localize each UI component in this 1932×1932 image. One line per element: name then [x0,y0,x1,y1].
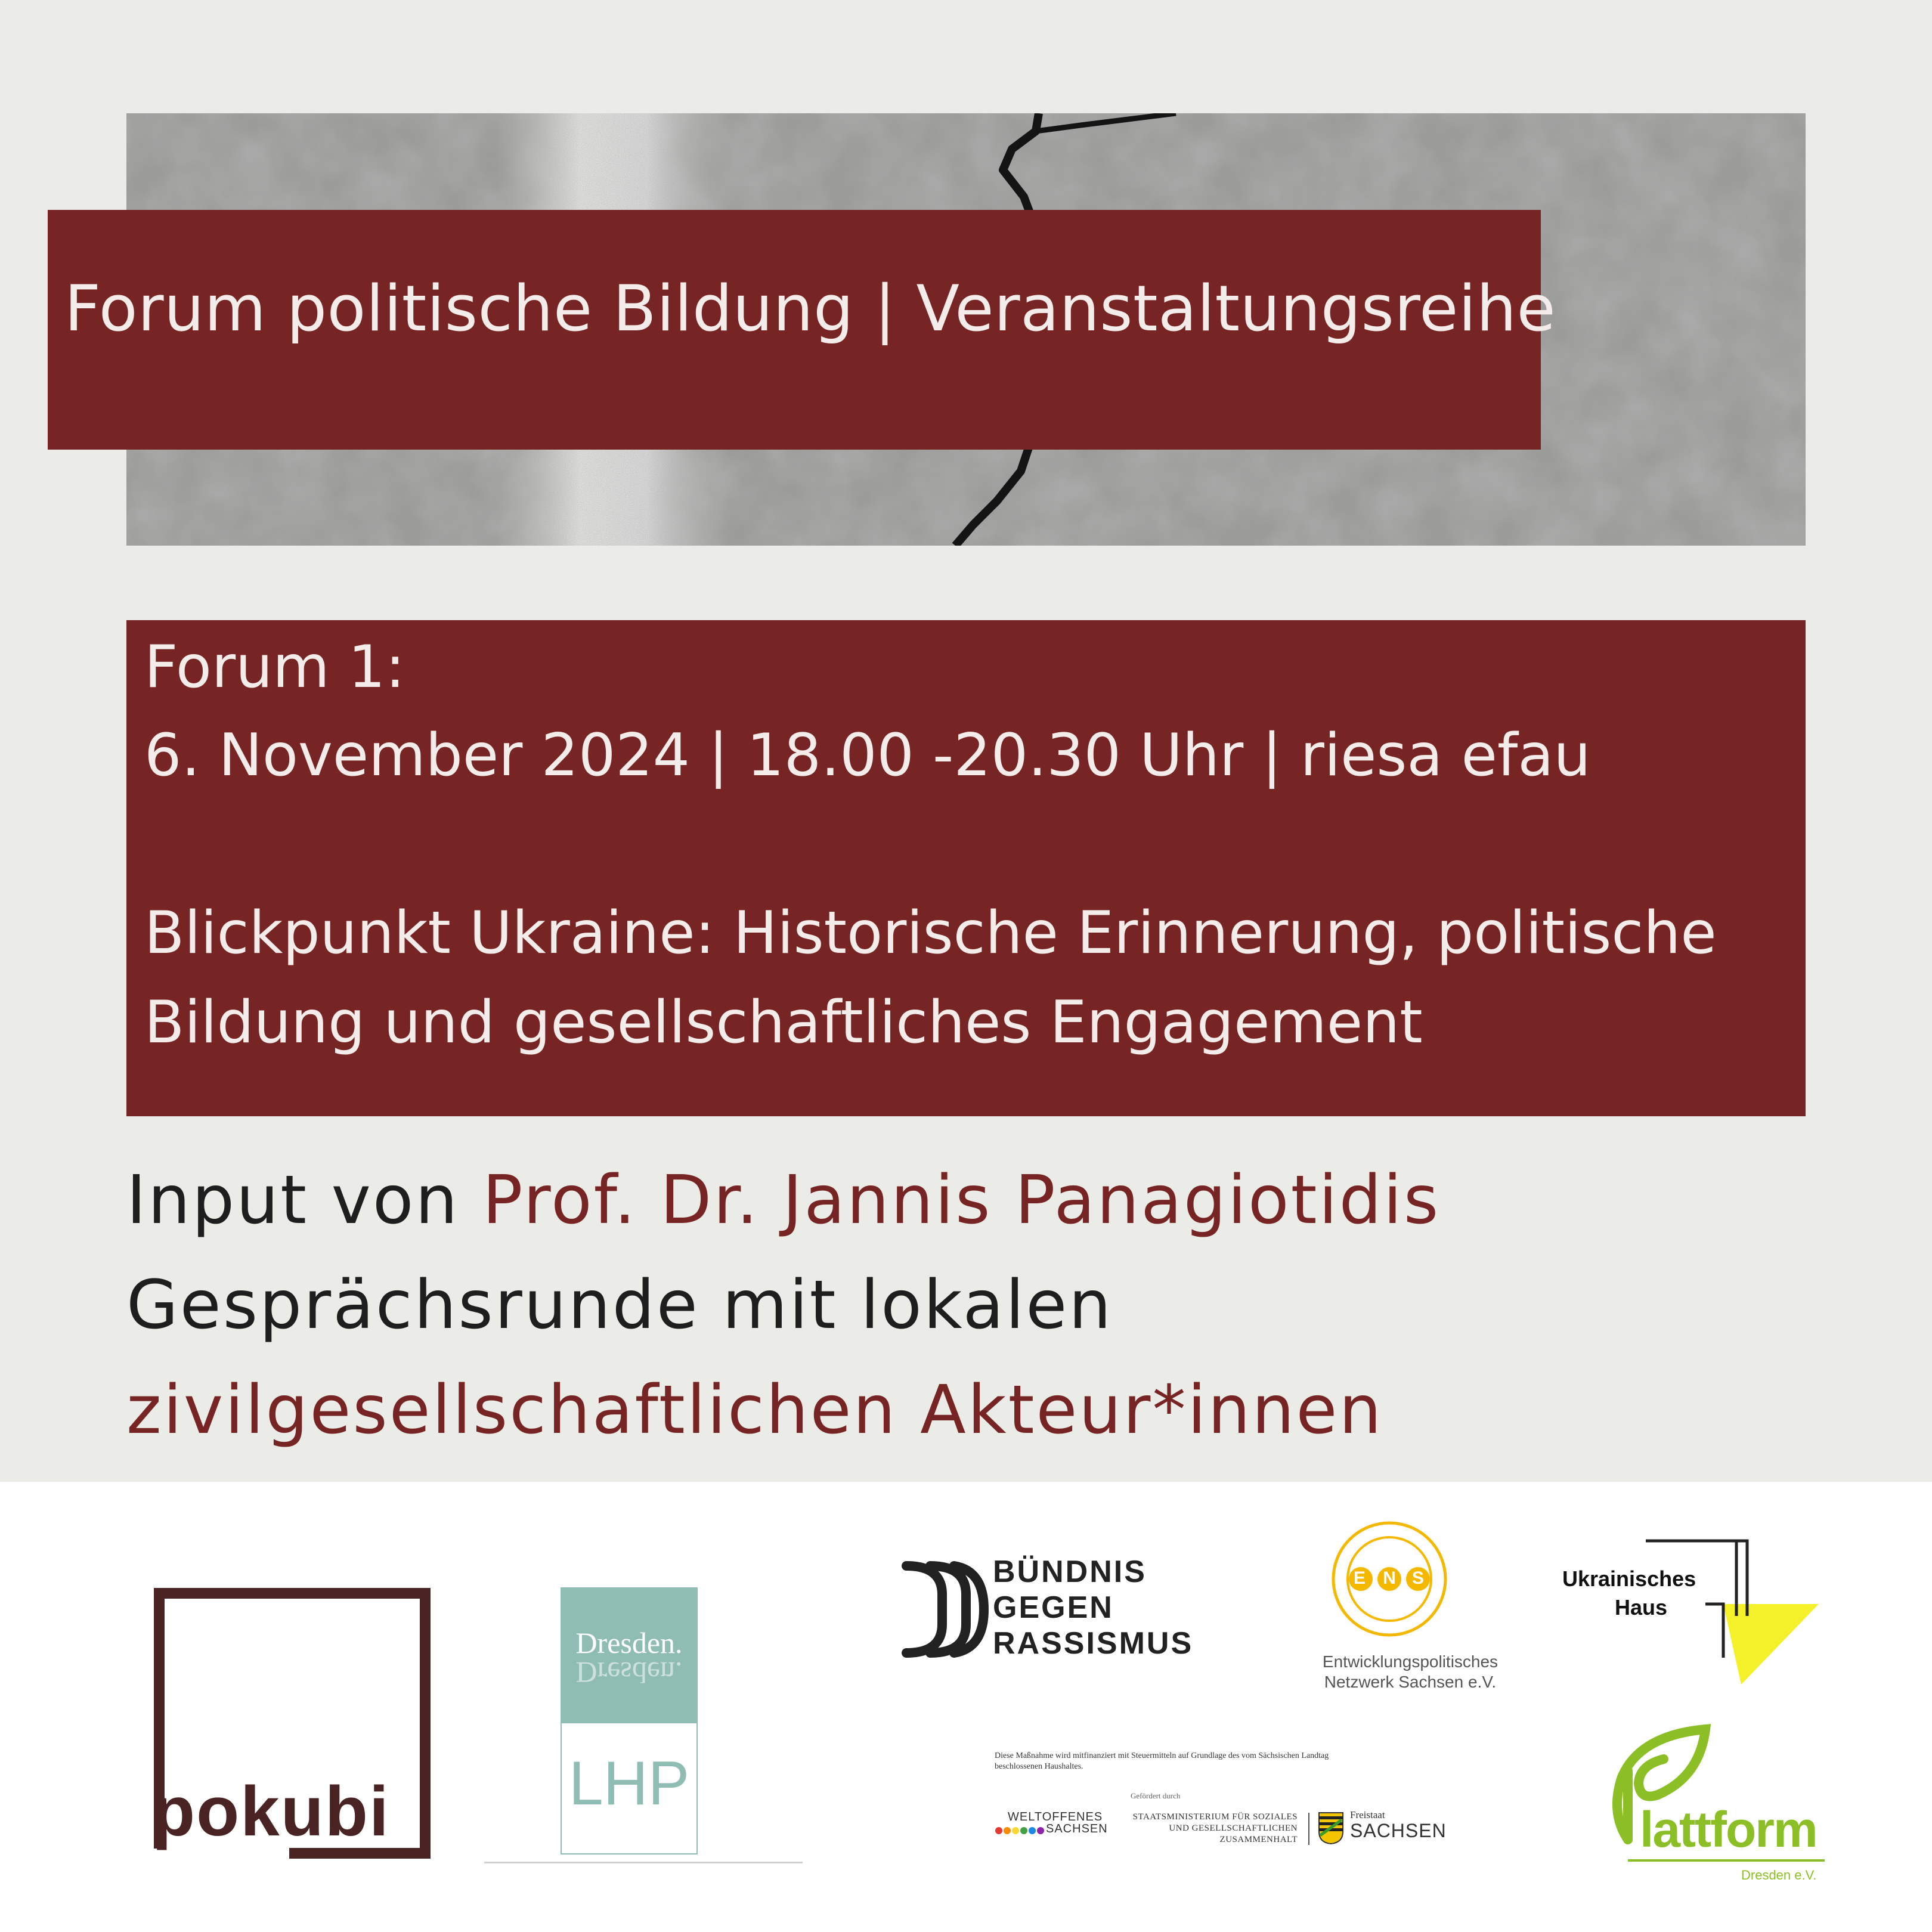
ens-logo [1312,1519,1509,1698]
series-title: Forum politische Bildung | Veranstaltungsreihe [64,272,1556,345]
ukrainisches-haus-line-1: Ukrainisches [1562,1566,1696,1591]
plattform-wordmark: lattform [1640,1801,1817,1857]
lhp-abbreviation: LHP [568,1749,690,1818]
forum-label: Forum 1: [144,633,405,701]
buendnis-mark-icon [900,1559,990,1660]
funding-note-line-2: beschlossenen Haushaltes. [995,1762,1083,1771]
buendnis-gegen-rassismus-logo [900,1554,1210,1665]
speaker-name: Prof. Dr. Jannis Panagiotidis [482,1162,1441,1239]
talk-line: Gesprächsrunde mit lokalen [126,1267,1113,1344]
ministry-line-3: ZUSAMMENHALT [1219,1835,1298,1844]
ens-letter-s: S [1411,1568,1424,1588]
plattform-underline [1628,1859,1825,1862]
event-topic-line-2: Bildung und gesellschaftliches Engagement [144,989,1423,1057]
ens-letter-n: N [1383,1568,1396,1588]
event-topic-line-1: Blickpunkt Ukraine: Historische Erinnerung, politische [144,899,1717,967]
input-line [126,1162,1440,1239]
pokubi-logo [152,1586,432,1860]
ens-line-2: Netzwerk Sachsen e.V. [1324,1673,1497,1691]
input-prefix: Input von [126,1162,482,1239]
buendnis-line-2: GEGEN [993,1590,1114,1625]
plattform-logo [1604,1717,1831,1896]
lhp-underline [484,1862,803,1863]
gefoerdert-label: Gefördert durch [1131,1791,1181,1800]
buendnis-line-1: BÜNDNIS [993,1555,1147,1589]
ens-line-1: Entwicklungspolitisches [1322,1652,1498,1671]
ministry-name [1131,1812,1298,1846]
pokubi-wordmark: pokubi [152,1772,390,1851]
weltoffenes-sachsen-logo [995,1810,1108,1846]
lhp-city-name-mirror: Dresden. [575,1656,683,1689]
ukrainisches-haus-line-2: Haus [1615,1595,1668,1620]
event-date-time-place: 6. November 2024 | 18.00 -20.30 Uhr | riesa efau [144,722,1591,789]
weltoffenes-line-2: SACHSEN [1046,1822,1108,1835]
freistaat-label: Freistaat [1350,1809,1385,1820]
ministry-divider [1308,1813,1309,1845]
ministry-line-2: UND GESELLSCHAFTLICHEN [1169,1823,1298,1833]
sachsen-label: SACHSEN [1350,1820,1447,1841]
freistaat-sachsen-logo [1318,1809,1447,1847]
weltoffenes-dots-icon [995,1826,1048,1835]
sachsen-coat-of-arms-icon [1318,1812,1344,1845]
ukrainisches-haus-logo [1562,1538,1825,1693]
funding-note [995,1751,1329,1772]
buendnis-line-3: RASSISMUS [993,1626,1194,1661]
weltoffenes-line-1: WELTOFFENES [1008,1810,1103,1823]
ens-letter-e: E [1353,1568,1366,1588]
actors-line: zivilgesellschaftlichen Akteur*innen [126,1371,1383,1449]
funding-note-line-1: Diese Maßnahme wird mitfinanziert mit Steuermitteln auf Grundlage des vom Sächsischen Landtag [995,1751,1329,1760]
ministry-line-1: STAATSMINISTERIUM FÜR SOZIALES [1132,1812,1298,1822]
lhp-dresden-logo [561,1587,698,1854]
plattform-subtitle: Dresden e.V. [1741,1868,1817,1883]
lhp-city-name: Dresden. [575,1626,683,1659]
